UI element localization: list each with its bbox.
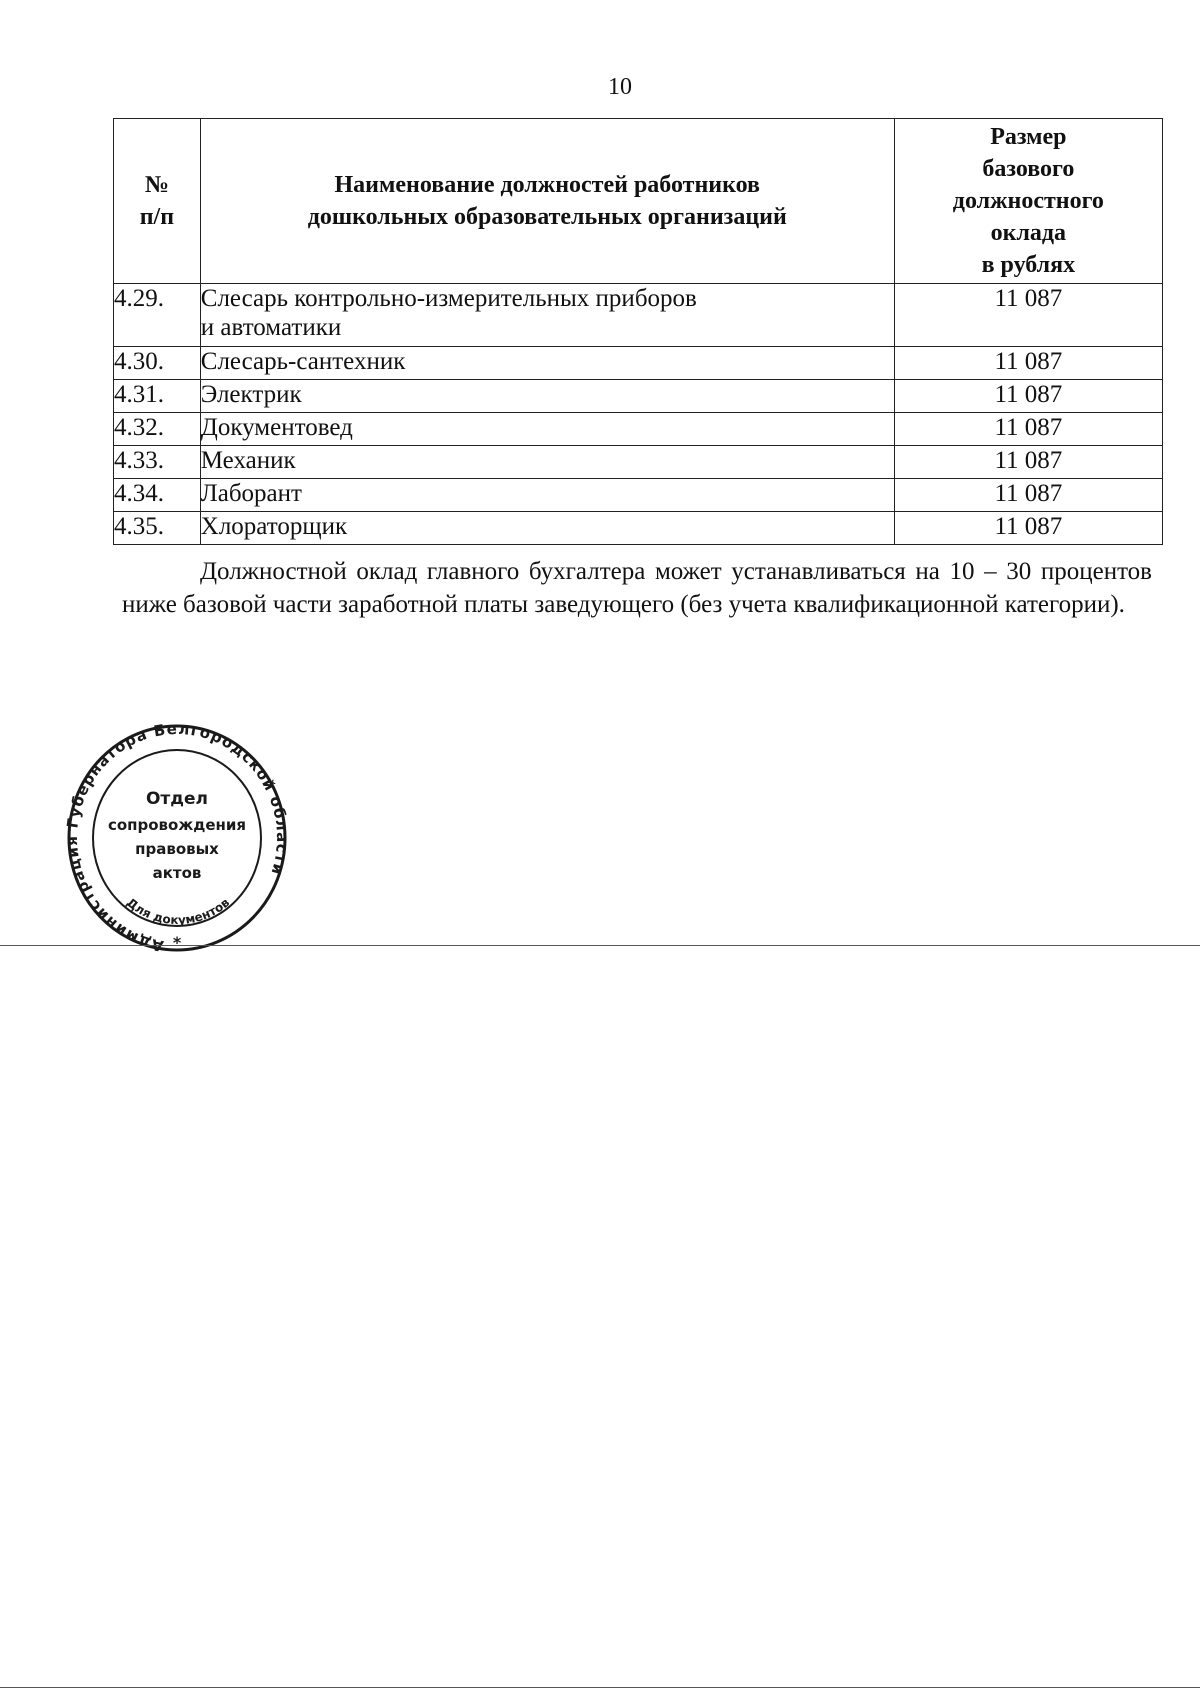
table-row (114, 512, 1163, 545)
row-number: 4.29. (114, 284, 201, 347)
stamp-line-1: Отдел (145, 789, 209, 809)
row-position-name: Документовед (200, 413, 894, 446)
table-header-row (114, 119, 1163, 284)
page-bottom-line (0, 1687, 1200, 1688)
row-salary: 11 087 (894, 284, 1162, 347)
table-row (114, 347, 1163, 380)
row-position-name: Электрик (200, 380, 894, 413)
header-salary: Размер базового должностного оклада в рублях (894, 119, 1162, 284)
row-number: 4.31. (114, 380, 201, 413)
row-salary: 11 087 (894, 380, 1162, 413)
table-row (114, 380, 1163, 413)
table-row (114, 413, 1163, 446)
row-position-name: Лаборант (200, 479, 894, 512)
row-number: 4.30. (114, 347, 201, 380)
row-salary: 11 087 (894, 479, 1162, 512)
positions-table (113, 118, 1163, 545)
row-number: 4.33. (114, 446, 201, 479)
page-number: 10 (608, 74, 632, 100)
stamp-line-2: сопровождения (107, 816, 247, 834)
header-number: № п/п (114, 119, 201, 284)
official-stamp (66, 722, 288, 954)
table-row (114, 479, 1163, 512)
row-number: 4.32. (114, 413, 201, 446)
footnote-paragraph: Должностной оклад главного бухгалтера может устанавливаться на 10 – 30 процентов ниже базовой части заработной платы заведующего (без учета квалификационной категории). (122, 558, 1152, 618)
row-position-name: Слесарь-сантехник (200, 347, 894, 380)
row-number: 4.34. (114, 479, 201, 512)
table-row (114, 284, 1163, 347)
stamp-line-4: актов (152, 864, 202, 882)
stamp-inner-ring (93, 750, 261, 926)
row-position-name: Хлораторщик (200, 512, 894, 545)
stamp-inner-arc-text: Для документов (123, 895, 233, 928)
header-position-name: Наименование должностей работников дошкольных образовательных организаций (200, 119, 894, 284)
stamp-star: * (172, 933, 182, 952)
row-salary: 11 087 (894, 512, 1162, 545)
row-number: 4.35. (114, 512, 201, 545)
row-salary: 11 087 (894, 446, 1162, 479)
row-position-name: Механик (200, 446, 894, 479)
stamp-line-3: правовых (135, 840, 219, 858)
table-row (114, 446, 1163, 479)
row-salary: 11 087 (894, 413, 1162, 446)
row-position-name: Слесарь контрольно-измерительных приборов и автоматики (200, 284, 894, 347)
stamp-outer-text: Администрац убернатора Белгородской об ти (66, 722, 288, 954)
row-salary: 11 087 (894, 347, 1162, 380)
svg-text:Для документов (124, 895, 233, 927)
page-separator-line (0, 945, 1200, 946)
